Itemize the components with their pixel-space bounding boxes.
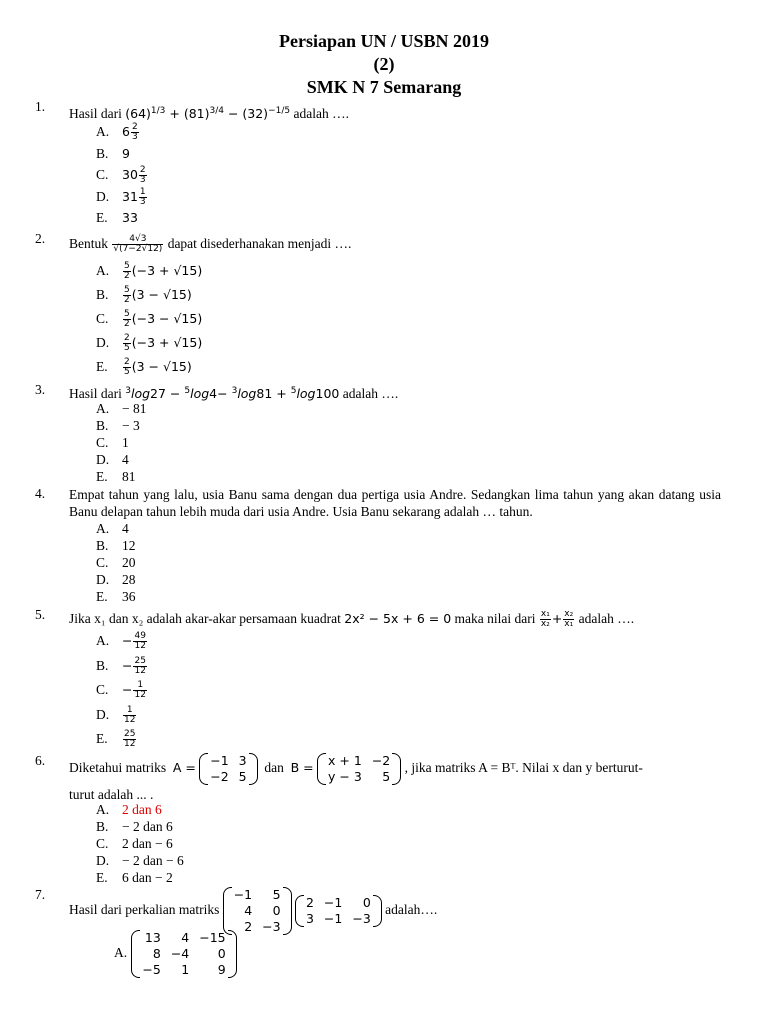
option-label: D. [96, 572, 110, 587]
matrix-cell: 9 [217, 962, 226, 977]
option-label: A. [96, 263, 110, 278]
question-1 [69, 103, 349, 122]
option-text: 30 $\frac{2}{3}$ [122, 165, 146, 185]
question-number: 7. [35, 887, 46, 902]
question-5: Jika x₁ dan x₂ adalah akar-akar persamaan kuadrat 2x² − 5x + 6 = 0 maka nilai dari $\frac{\text{x₁}}{\text{x₂}}$ + $\frac{\text{x₂}}{\text{x₁}}$ adalah …. [69, 609, 635, 630]
question-suffix: adalah …. [293, 106, 349, 122]
matrix-label: B = [290, 760, 314, 776]
equation: 2x² − 5x + 6 = 0 [344, 611, 452, 626]
option-e[interactable] [96, 869, 173, 886]
matrix-cell: −1 [323, 895, 343, 910]
option-label: B. [96, 819, 109, 834]
matrix-cell: −3 [352, 911, 371, 926]
question-text: maka nilai dari [454, 611, 536, 626]
option-label: E. [96, 870, 108, 885]
option-c[interactable]: C. − $\frac{1}{12}$ [96, 680, 146, 701]
option-text: 6 dan − 2 [122, 870, 173, 885]
option-c[interactable] [96, 166, 148, 185]
option-text: 12 [122, 538, 136, 553]
option-fraction: $\frac{1}{12}$ [124, 704, 136, 725]
matrix-cell: 5 [382, 769, 391, 784]
matrix-label: A = [172, 760, 196, 776]
option-label: C. [96, 555, 109, 570]
option-label: A. [114, 945, 128, 961]
matrix-cell: 4 [244, 903, 253, 918]
option-text: − 2 dan 6 [122, 819, 173, 834]
option-text: (−3 − √15) [131, 311, 203, 326]
question-6 [69, 753, 643, 785]
option-d[interactable] [96, 451, 129, 468]
matrix-cell: 8 [152, 946, 161, 961]
matrix-cell: 2 [305, 895, 314, 910]
option-a[interactable] [96, 400, 147, 417]
option-b[interactable]: B. − $\frac{25}{12}$ [96, 655, 146, 676]
question-suffix: adalah …. [578, 611, 635, 626]
matrix-1 [223, 887, 292, 935]
option-e[interactable] [96, 209, 138, 226]
option-a[interactable] [96, 123, 140, 142]
question-number: 5. [35, 607, 46, 622]
answer-matrix [131, 930, 236, 978]
matrix-cell: −15 [199, 930, 226, 945]
matrix-b [317, 753, 401, 785]
option-label: C. [96, 682, 109, 697]
option-fraction: $\frac{25}{12}$ [134, 655, 146, 676]
option-label: C. [96, 311, 109, 326]
option-label: A. [96, 521, 110, 536]
question-suffix: adalah …. [342, 386, 399, 402]
question-text: Hasil dari perkalian matriks [69, 902, 220, 918]
matrix-cell: 5 [238, 769, 247, 784]
option-a[interactable] [114, 930, 237, 978]
option-coefficient: $\frac{2}{5}$ [124, 333, 130, 354]
option-label: D. [96, 188, 110, 204]
question-number: 4. [35, 486, 46, 501]
option-coefficient: $\frac{5}{2}$ [124, 309, 130, 330]
matrix-cell: 0 [272, 903, 281, 918]
matrix-a [199, 753, 257, 785]
option-label: A. [96, 401, 110, 416]
option-text: − 3 [122, 418, 140, 433]
option-coefficient: $\frac{5}{2}$ [124, 261, 130, 282]
matrix-cell: 3 [238, 753, 247, 768]
option-d[interactable] [96, 706, 137, 725]
option-a[interactable] [96, 262, 202, 281]
option-text: 4 [122, 452, 129, 467]
question-text: Diketahui matriks [69, 760, 167, 776]
option-text: 81 [122, 469, 136, 484]
option-label: D. [96, 335, 110, 350]
option-text: (3 − √15) [131, 359, 192, 374]
option-label: C. [96, 435, 109, 450]
question-suffix: , jika matriks A = Bᵀ. Nilai x dan y berturut- [404, 760, 643, 776]
matrix-cell: 4 [181, 930, 190, 945]
option-c[interactable] [96, 835, 173, 852]
option-a[interactable] [96, 801, 162, 818]
option-e[interactable] [96, 588, 136, 605]
question-suffix: dapat disederhanakan menjadi …. [167, 236, 352, 251]
matrix-cell: y − 3 [328, 769, 362, 784]
option-text: 6 $\frac{2}{3}$ [122, 122, 138, 142]
option-c[interactable] [96, 434, 129, 451]
matrix-cell: −2 [210, 769, 229, 784]
option-e[interactable] [96, 730, 137, 749]
matrix-cell: 0 [217, 946, 226, 961]
matrix-cell: x + 1 [328, 753, 362, 768]
matrix-cell: 2 [244, 919, 253, 934]
option-text: 2 dan 6 [122, 802, 162, 817]
doc-title: Persiapan UN / USBN 2019 [278, 31, 489, 51]
matrix-cell: 0 [362, 895, 371, 910]
option-text: 36 [122, 589, 136, 604]
option-label: D. [96, 853, 110, 868]
option-fraction: $\frac{25}{12}$ [124, 729, 136, 750]
question-number: 2. [35, 231, 46, 246]
matrix-cell: 13 [144, 930, 161, 945]
option-text: 9 [122, 145, 130, 161]
option-text: 33 [122, 210, 138, 225]
question-2 [69, 235, 351, 254]
matrix-2 [295, 895, 382, 927]
option-label: C. [96, 167, 109, 182]
option-text: − 81 [122, 401, 147, 416]
option-label: B. [96, 145, 109, 161]
option-d[interactable] [96, 334, 202, 353]
option-fraction: $\frac{1}{12}$ [134, 680, 146, 701]
option-b[interactable] [96, 286, 192, 305]
question-7 [69, 887, 437, 935]
math-fraction: $\frac{\text{x₂}}{\text{x₁}}$ [564, 609, 574, 630]
option-d[interactable] [96, 188, 148, 207]
question-number: 6. [35, 753, 46, 768]
option-text: (−3 + √15) [131, 263, 203, 278]
option-label: E. [96, 210, 108, 225]
option-label: B. [96, 418, 109, 433]
option-label: E. [96, 589, 108, 604]
matrix-cell: 1 [181, 962, 190, 977]
option-text: − 2 dan − 6 [122, 853, 184, 868]
option-label: C. [96, 836, 109, 851]
question-text: Hasil dari [69, 386, 122, 402]
math-expression: $(64)^{1/3} + (81)^{3/4} - (32)^{-1/5}$ [125, 106, 291, 122]
option-label: E. [96, 731, 108, 746]
option-text: 31 $\frac{1}{3}$ [122, 186, 146, 207]
option-d[interactable] [96, 571, 136, 588]
option-label: E. [96, 359, 108, 374]
option-label: A. [96, 802, 110, 817]
matrix-cell: 3 [305, 911, 314, 926]
question-text: Bentuk [69, 236, 108, 251]
option-coefficient: $\frac{5}{2}$ [124, 285, 130, 306]
matrix-cell: −1 [233, 887, 253, 902]
option-coefficient: $\frac{2}{5}$ [124, 357, 130, 378]
option-a[interactable]: A. − $\frac{49}{12}$ [96, 631, 146, 652]
option-label: E. [96, 469, 108, 484]
option-fraction: $\frac{49}{12}$ [134, 631, 146, 652]
question-text: Jika x₁ dan x₂ adalah akar-akar persamaan kuadrat [69, 611, 341, 626]
question-6-line2: turut adalah ... . [69, 787, 154, 802]
matrix-cell: −3 [262, 919, 281, 934]
option-label: B. [96, 657, 109, 673]
option-label: D. [96, 706, 110, 722]
question-text: Hasil dari [69, 106, 122, 122]
matrix-cell: −4 [170, 946, 190, 961]
math-expression: $^3$log27 − $^5$log4− $^3$log81 + $^5$log100 [125, 386, 340, 402]
option-b[interactable] [96, 145, 130, 162]
option-label: B. [96, 538, 109, 553]
option-text: (−3 + √15) [131, 335, 203, 350]
option-label: D. [96, 452, 110, 467]
doc-subtitle: (2) [373, 54, 395, 74]
option-c[interactable] [96, 310, 202, 329]
option-e[interactable] [96, 358, 192, 377]
option-text: (3 − √15) [131, 287, 192, 302]
option-b[interactable] [96, 417, 140, 434]
math-fraction: $\frac{\text{x₁}}{\text{x₂}}$ [540, 609, 550, 630]
option-text: 4 [122, 521, 129, 536]
question-suffix: adalah…. [385, 902, 438, 918]
option-d[interactable] [96, 852, 184, 869]
math-fraction: $\frac{4√3}{√(7-2√12)}$ [113, 234, 163, 255]
matrix-cell: −1 [210, 753, 229, 768]
option-e[interactable] [96, 468, 136, 485]
question-number: 1. [35, 99, 46, 114]
matrix-cell: −5 [142, 962, 161, 977]
matrix-cell: 5 [272, 887, 281, 902]
option-text: 1 [122, 435, 129, 450]
option-label: B. [96, 287, 109, 302]
question-4: Empat tahun yang lalu, usia Banu sama dengan dua pertiga usia Andre. Sedangkan lima tahun yang akan datang usia Banu delapan tahun lebih muda dari usia Andre. Usia Banu sekarang adalah … tahun. [69, 487, 721, 519]
option-text: 20 [122, 555, 136, 570]
question-text: dan [264, 760, 284, 776]
option-b[interactable] [96, 818, 173, 835]
option-b[interactable] [96, 537, 136, 554]
option-label: A. [96, 124, 110, 139]
option-a[interactable] [96, 520, 129, 537]
option-text: 2 dan − 6 [122, 836, 173, 851]
option-label: A. [96, 633, 110, 648]
option-text: 28 [122, 572, 136, 587]
matrix-cell: −1 [323, 911, 343, 926]
question-number: 3. [35, 382, 46, 397]
option-c[interactable] [96, 554, 136, 571]
school-name: SMK N 7 Semarang [306, 77, 462, 97]
matrix-cell: −2 [371, 753, 391, 768]
